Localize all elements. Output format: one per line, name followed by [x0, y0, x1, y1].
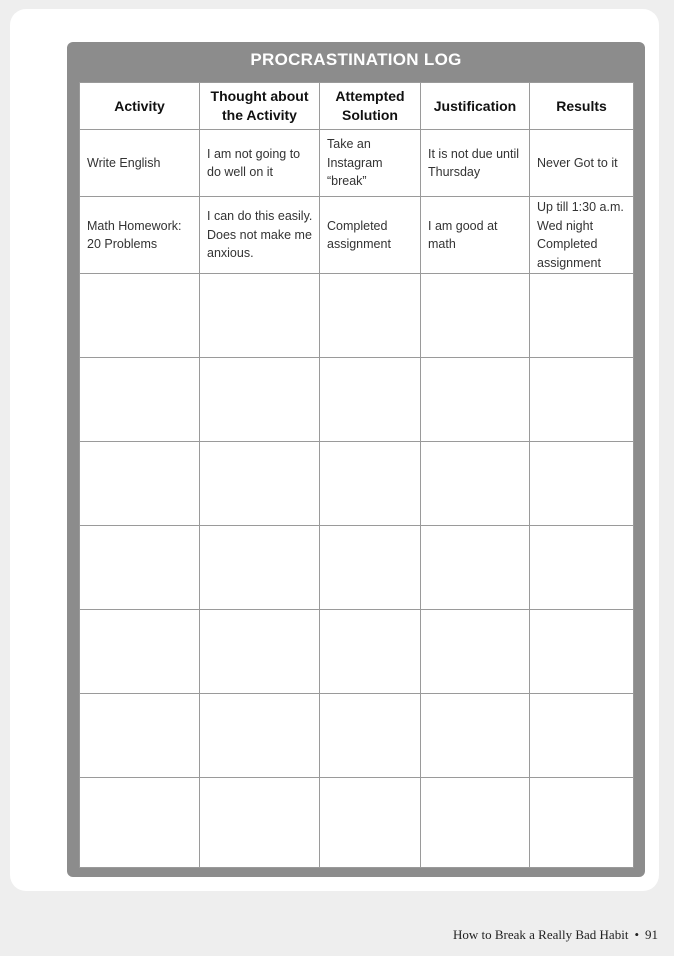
- page-card: [10, 9, 659, 891]
- empty-cell: [421, 442, 530, 526]
- empty-cell: [530, 274, 634, 358]
- empty-cell: [200, 526, 320, 610]
- log-title: PROCRASTINATION LOG: [250, 50, 462, 69]
- empty-cell: [530, 778, 634, 868]
- empty-cell: [421, 274, 530, 358]
- column-header-activity: Activity: [80, 83, 200, 130]
- empty-cell: [80, 526, 200, 610]
- empty-cell: [421, 694, 530, 778]
- empty-row: [80, 778, 634, 868]
- empty-cell: [530, 694, 634, 778]
- cell-solution: Take an Instagram “break”: [320, 130, 421, 197]
- empty-cell: [200, 694, 320, 778]
- footer-separator: •: [634, 927, 639, 942]
- empty-cell: [200, 358, 320, 442]
- cell-thought: I can do this easily. Does not make me anxious.: [200, 197, 320, 274]
- table-row: [80, 130, 634, 197]
- cell-justification: It is not due until Thursday: [421, 130, 530, 197]
- procrastination-log: [67, 42, 645, 877]
- book-title: How to Break a Really Bad Habit: [452, 927, 629, 942]
- empty-cell: [320, 694, 421, 778]
- cell-solution: Completed assignment: [320, 197, 421, 274]
- empty-cell: [80, 778, 200, 868]
- empty-cell: [421, 610, 530, 694]
- empty-row: [80, 442, 634, 526]
- cell-results: Never Got to it: [530, 130, 634, 197]
- empty-cell: [530, 358, 634, 442]
- cell-justification: I am good at math: [421, 197, 530, 274]
- empty-cell: [200, 778, 320, 868]
- empty-row: [80, 610, 634, 694]
- empty-cell: [200, 610, 320, 694]
- cell-activity: Write English: [80, 130, 200, 197]
- empty-cell: [200, 274, 320, 358]
- empty-row: [80, 526, 634, 610]
- empty-cell: [320, 778, 421, 868]
- empty-cell: [421, 526, 530, 610]
- empty-cell: [320, 610, 421, 694]
- empty-row: [80, 358, 634, 442]
- column-header-results: Results: [530, 83, 634, 130]
- header-row: [80, 83, 634, 130]
- empty-cell: [320, 274, 421, 358]
- empty-cell: [421, 358, 530, 442]
- empty-row: [80, 274, 634, 358]
- empty-cell: [530, 610, 634, 694]
- empty-cell: [80, 274, 200, 358]
- empty-cell: [80, 442, 200, 526]
- empty-cell: [320, 526, 421, 610]
- column-header-solution: Attempted Solution: [320, 83, 421, 130]
- log-table: [79, 82, 634, 868]
- column-header-thought: Thought about the Activity: [200, 83, 320, 130]
- column-header-justification: Justification: [421, 83, 530, 130]
- empty-cell: [200, 442, 320, 526]
- empty-cell: [421, 778, 530, 868]
- page-number: 91: [645, 927, 658, 942]
- empty-cell: [530, 526, 634, 610]
- empty-cell: [320, 358, 421, 442]
- empty-cell: [320, 442, 421, 526]
- empty-cell: [80, 694, 200, 778]
- page-footer: [453, 927, 658, 943]
- empty-cell: [80, 610, 200, 694]
- table-row: [80, 197, 634, 274]
- cell-activity: Math Homework: 20 Problems: [80, 197, 200, 274]
- cell-results: Up till 1:30 a.m. Wed night Completed assignment: [530, 197, 634, 274]
- empty-row: [80, 694, 634, 778]
- cell-thought: I am not going to do well on it: [200, 130, 320, 197]
- empty-cell: [530, 442, 634, 526]
- empty-cell: [80, 358, 200, 442]
